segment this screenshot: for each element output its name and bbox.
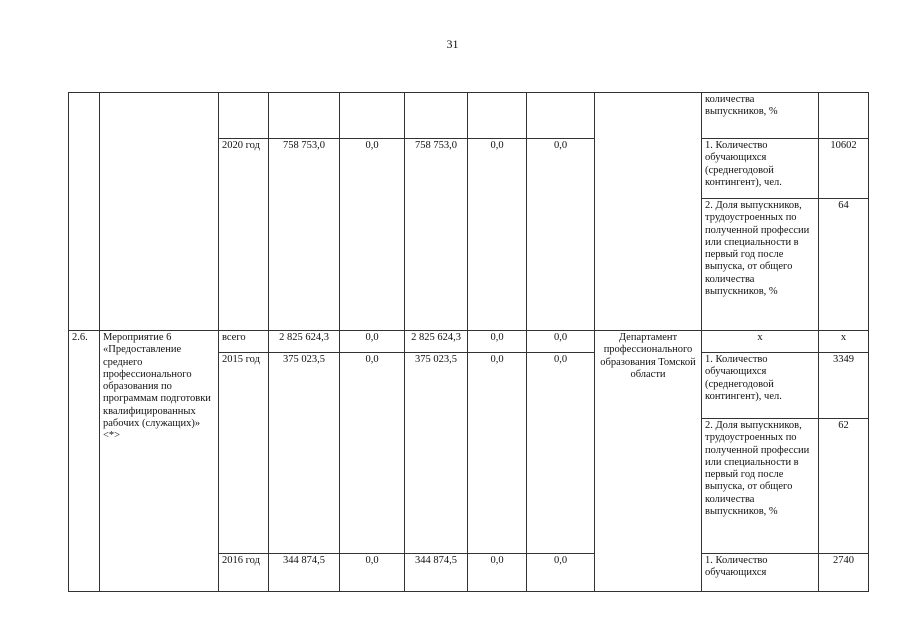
indicator-text: х	[702, 331, 819, 353]
cell-blank	[468, 93, 527, 139]
indicator-value: 3349	[819, 353, 869, 419]
indicator-text: 1. Количество обучающихся (среднегодовой контингент), чел.	[702, 353, 819, 419]
value-regional: 375 023,5	[405, 353, 468, 554]
table-row-cont	[69, 93, 869, 139]
indicator-value: х	[819, 331, 869, 353]
indicator-text: 1. Количество обучающихся (среднегодовой контингент), чел.	[702, 139, 819, 199]
value-federal: 0,0	[340, 554, 405, 592]
program-table	[68, 92, 869, 592]
year-2015: 2015 год	[219, 353, 269, 554]
indicator-text: 1. Количество обучающихся	[702, 554, 819, 592]
indicator-value: 62	[819, 419, 869, 554]
indicator-value: 64	[819, 199, 869, 331]
page-number: 31	[446, 37, 459, 51]
year-2016: 2016 год	[219, 554, 269, 592]
cell-number-blank	[69, 93, 100, 331]
cell-blank	[405, 93, 468, 139]
value-federal: 0,0	[340, 331, 405, 353]
indicator-value-blank	[819, 93, 869, 139]
indicator-text: 2. Доля выпускников, трудоустроенных по полученной профессии или специальности в первый год после выпуска, от общего количества выпускников, %	[702, 419, 819, 554]
cell-name-blank	[100, 93, 219, 331]
year-2020: 2020 год	[219, 139, 269, 331]
value-local: 0,0	[468, 554, 527, 592]
value-other: 0,0	[527, 353, 595, 554]
value-other: 0,0	[527, 331, 595, 353]
value-other: 0,0	[527, 139, 595, 331]
cell-blank	[340, 93, 405, 139]
item-name: Мероприятие 6 «Предоставление среднего профессионального образования по программам подготовки квалифицированных рабочих (служащих)» <*>	[100, 331, 219, 592]
value-total: 344 874,5	[269, 554, 340, 592]
value-local: 0,0	[468, 331, 527, 353]
value-regional: 758 753,0	[405, 139, 468, 331]
value-total: 758 753,0	[269, 139, 340, 331]
indicator-value: 2740	[819, 554, 869, 592]
item-number: 2.6.	[69, 331, 100, 592]
table-row-total	[69, 331, 869, 353]
indicator-value: 10602	[819, 139, 869, 199]
value-federal: 0,0	[340, 139, 405, 331]
value-total: 2 825 624,3	[269, 331, 340, 353]
year-total: всего	[219, 331, 269, 353]
indicator-text: 2. Доля выпускников, трудоустроенных по полученной профессии или специальности в первый год после выпуска, от общего количества выпускников, %	[702, 199, 819, 331]
cell-blank	[527, 93, 595, 139]
value-federal: 0,0	[340, 353, 405, 554]
indicator-cont: количества выпускников, %	[702, 93, 819, 139]
cell-year-blank	[219, 93, 269, 139]
value-other: 0,0	[527, 554, 595, 592]
value-local: 0,0	[468, 139, 527, 331]
cell-blank	[269, 93, 340, 139]
cell-executor-blank	[595, 93, 702, 331]
item-executor: Департамент профессионального образования Томской области	[595, 331, 702, 592]
value-regional: 2 825 624,3	[405, 331, 468, 353]
value-regional: 344 874,5	[405, 554, 468, 592]
value-local: 0,0	[468, 353, 527, 554]
value-total: 375 023,5	[269, 353, 340, 554]
